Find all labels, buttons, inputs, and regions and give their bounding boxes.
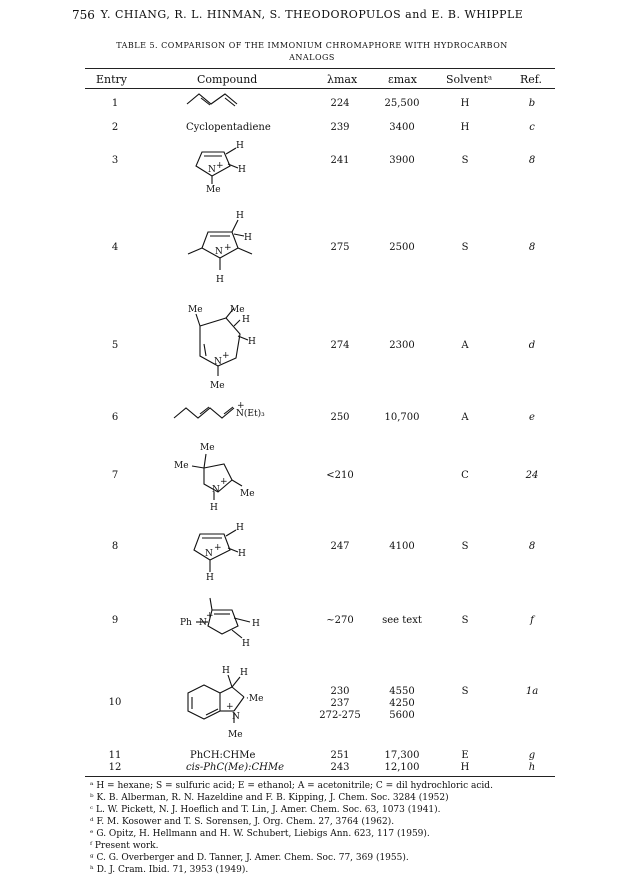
row-entry: 7 bbox=[111, 470, 119, 481]
row-ref: d bbox=[528, 340, 536, 351]
row-entry: 12 bbox=[108, 762, 122, 773]
svg-text:H: H bbox=[236, 211, 244, 221]
svg-text:+: + bbox=[237, 401, 245, 411]
svg-text:Me: Me bbox=[174, 461, 189, 471]
pyrrolinium-structure-7 bbox=[174, 436, 274, 516]
svg-text:H: H bbox=[248, 337, 256, 347]
row-entry: 2 bbox=[111, 122, 119, 133]
row-entry: 3 bbox=[111, 155, 119, 166]
footnote-g: ᵍ C. G. Overberger and D. Tanner, J. Amer. Chem. Soc. 77, 369 (1955). bbox=[90, 853, 409, 863]
row-entry: 10 bbox=[108, 697, 122, 708]
pyrrolium-structure-8 bbox=[188, 520, 268, 582]
row-epsilon: 17,300 bbox=[384, 750, 420, 761]
row-epsilon: 25,500 bbox=[384, 98, 420, 109]
header-rule bbox=[85, 88, 555, 89]
svg-text:Me: Me bbox=[200, 443, 215, 453]
svg-text:Me: Me bbox=[188, 305, 203, 315]
svg-text:+: + bbox=[220, 477, 228, 487]
footnote-c: ᶜ L. W. Pickett, N. J. Hoeflich and T. Lin, J. Amer. Chem. Soc. 63, 1073 (1941). bbox=[90, 805, 441, 815]
row-epsilon: 12,100 bbox=[384, 762, 420, 773]
svg-text:Me: Me bbox=[240, 489, 255, 499]
svg-text:Me: Me bbox=[210, 381, 225, 391]
svg-text:+: + bbox=[224, 243, 232, 253]
footnote-f: ᶠ Present work. bbox=[90, 841, 159, 851]
row-ref: 8 bbox=[528, 541, 536, 552]
svg-text:N: N bbox=[212, 485, 220, 495]
row-solvent: E bbox=[461, 750, 469, 761]
row-compound: cis-PhC(Me):CHMe bbox=[186, 762, 284, 773]
row-ref: c bbox=[529, 122, 535, 133]
row-lambda: <210 bbox=[326, 470, 354, 481]
svg-text:·Me: ·Me bbox=[246, 694, 264, 704]
row-lambda: 274 bbox=[330, 340, 350, 351]
row-lambda: 224 bbox=[330, 98, 350, 109]
svg-text:Ph: Ph bbox=[180, 618, 192, 628]
row-solvent: H bbox=[460, 762, 470, 773]
row-lambda: 275 bbox=[330, 242, 350, 253]
row-entry: 4 bbox=[111, 242, 119, 253]
svg-text:N: N bbox=[208, 165, 216, 175]
header-entry: Entry bbox=[96, 73, 128, 86]
row-solvent: S bbox=[461, 686, 469, 697]
svg-text:Me: Me bbox=[206, 185, 221, 195]
svg-text:H: H bbox=[242, 315, 250, 325]
row-lambda: 250 bbox=[330, 412, 350, 423]
row-lambda: 241 bbox=[330, 155, 350, 166]
svg-text:H: H bbox=[222, 666, 230, 676]
row-ref: h bbox=[528, 762, 536, 773]
row-solvent: A bbox=[461, 412, 469, 423]
row-solvent: C bbox=[461, 470, 469, 481]
svg-text:H: H bbox=[240, 668, 248, 678]
row-entry: 5 bbox=[111, 340, 119, 351]
svg-text:N(Et)₃: N(Et)₃ bbox=[236, 409, 265, 419]
row-lambda: 251 bbox=[330, 750, 350, 761]
svg-text:H: H bbox=[210, 503, 218, 513]
page-number: 756 bbox=[72, 8, 95, 22]
row-ref: g bbox=[528, 750, 536, 761]
caption-line-1: TABLE 5. COMPARISON OF THE IMMONIUM CHROMAPHORE WITH HYDROCARBON bbox=[116, 41, 508, 50]
row-epsilon: 2500 bbox=[389, 242, 415, 253]
svg-text:H: H bbox=[216, 275, 224, 285]
row-lambda: ~270 bbox=[326, 615, 354, 626]
caption-line-2: ANALOGS bbox=[289, 53, 335, 62]
row-epsilon: see text bbox=[382, 615, 422, 626]
svg-text:+: + bbox=[222, 351, 230, 361]
row-lambda: 243 bbox=[330, 762, 350, 773]
svg-text:N: N bbox=[215, 247, 223, 257]
header-compound: Compound bbox=[197, 73, 258, 86]
svg-text:H: H bbox=[238, 549, 246, 559]
row-epsilon: 4100 bbox=[389, 541, 415, 552]
svg-text:Me: Me bbox=[228, 730, 243, 740]
row-ref: 8 bbox=[528, 242, 536, 253]
pyridinium-structure-5 bbox=[178, 300, 278, 390]
svg-text:+: + bbox=[226, 702, 234, 712]
row-solvent: H bbox=[460, 98, 470, 109]
svg-text:H: H bbox=[238, 165, 246, 175]
footnote-a: ᵃ H = hexane; S = sulfuric acid; E = ethanol; A = acetonitrile; C = dil hydrochloric acid. bbox=[90, 781, 493, 791]
butadiene-structure bbox=[185, 90, 255, 110]
header-lambda: λmax bbox=[327, 73, 358, 86]
indoleninium-structure-10 bbox=[176, 665, 286, 745]
row-ref: 24 bbox=[525, 470, 539, 481]
row-epsilon: 10,700 bbox=[384, 412, 420, 423]
row-solvent: S bbox=[461, 615, 469, 626]
svg-text:+: + bbox=[214, 543, 222, 553]
footnote-e: ᵉ G. Opitz, H. Hellmann and H. W. Schubert, Liebigs Ann. 623, 117 (1959). bbox=[90, 829, 430, 839]
row-solvent: A bbox=[461, 340, 469, 351]
svg-text:H: H bbox=[236, 141, 244, 151]
svg-text:H: H bbox=[252, 619, 260, 629]
row-entry: 8 bbox=[111, 541, 119, 552]
row-ref: b bbox=[528, 98, 536, 109]
svg-text:H: H bbox=[242, 639, 250, 649]
row-ref: e bbox=[529, 412, 535, 423]
svg-text:H: H bbox=[236, 523, 244, 533]
header-epsilon: εmax bbox=[388, 73, 417, 86]
row-epsilon: 3900 bbox=[389, 155, 415, 166]
row-ref: 1a bbox=[525, 686, 539, 697]
row-solvent: S bbox=[461, 155, 469, 166]
row-lambda: 247 bbox=[330, 541, 350, 552]
row-lambda: 239 bbox=[330, 122, 350, 133]
bottom-rule bbox=[85, 776, 555, 777]
header-solvent: Solventᵃ bbox=[446, 73, 493, 86]
svg-text:N: N bbox=[232, 712, 240, 722]
row-entry: 11 bbox=[108, 750, 122, 761]
pyrrolium-structure-4 bbox=[180, 212, 270, 287]
svg-text:N: N bbox=[205, 549, 213, 559]
row-solvent: S bbox=[461, 541, 469, 552]
row-entry: 9 bbox=[111, 615, 119, 626]
pyrrolium-structure-9 bbox=[180, 592, 280, 650]
svg-text:H: H bbox=[244, 233, 252, 243]
row-lambda: 230 237 272-275 bbox=[319, 686, 361, 721]
svg-text:+: + bbox=[206, 611, 214, 621]
row-epsilon: 4550 4250 5600 bbox=[389, 686, 415, 721]
row-entry: 1 bbox=[111, 98, 119, 109]
footnote-d: ᵈ F. M. Kosower and T. S. Sorensen, J. Org. Chem. 27, 3764 (1962). bbox=[90, 817, 395, 827]
row-ref: f bbox=[530, 615, 534, 626]
pyrrolium-structure-3 bbox=[190, 138, 260, 195]
row-epsilon: 3400 bbox=[389, 122, 415, 133]
svg-text:N: N bbox=[214, 357, 222, 367]
row-compound: Cyclopentadiene bbox=[186, 122, 271, 133]
header-ref: Ref. bbox=[520, 73, 542, 86]
svg-text:Me: Me bbox=[230, 305, 245, 315]
top-rule bbox=[85, 68, 555, 69]
row-solvent: S bbox=[461, 242, 469, 253]
footnote-b: ᵇ K. B. Alberman, R. N. Hazeldine and F. B. Kipping, J. Chem. Soc. 3284 (1952) bbox=[90, 793, 449, 803]
row-entry: 6 bbox=[111, 412, 119, 423]
svg-text:H: H bbox=[206, 573, 214, 583]
footnote-h: ʰ D. J. Cram. Ibid. 71, 3953 (1949). bbox=[90, 865, 249, 875]
iminium-dienyl-structure-6 bbox=[172, 402, 282, 426]
row-solvent: H bbox=[460, 122, 470, 133]
row-ref: 8 bbox=[528, 155, 536, 166]
row-epsilon: 2300 bbox=[389, 340, 415, 351]
svg-text:N: N bbox=[199, 618, 207, 628]
running-head: Y. CHIANG, R. L. HINMAN, S. THEODOROPULOS and E. B. WHIPPLE bbox=[100, 8, 524, 21]
row-compound: PhCH:CHMe bbox=[190, 750, 256, 761]
table-caption bbox=[0, 40, 624, 64]
svg-text:+: + bbox=[216, 161, 224, 171]
